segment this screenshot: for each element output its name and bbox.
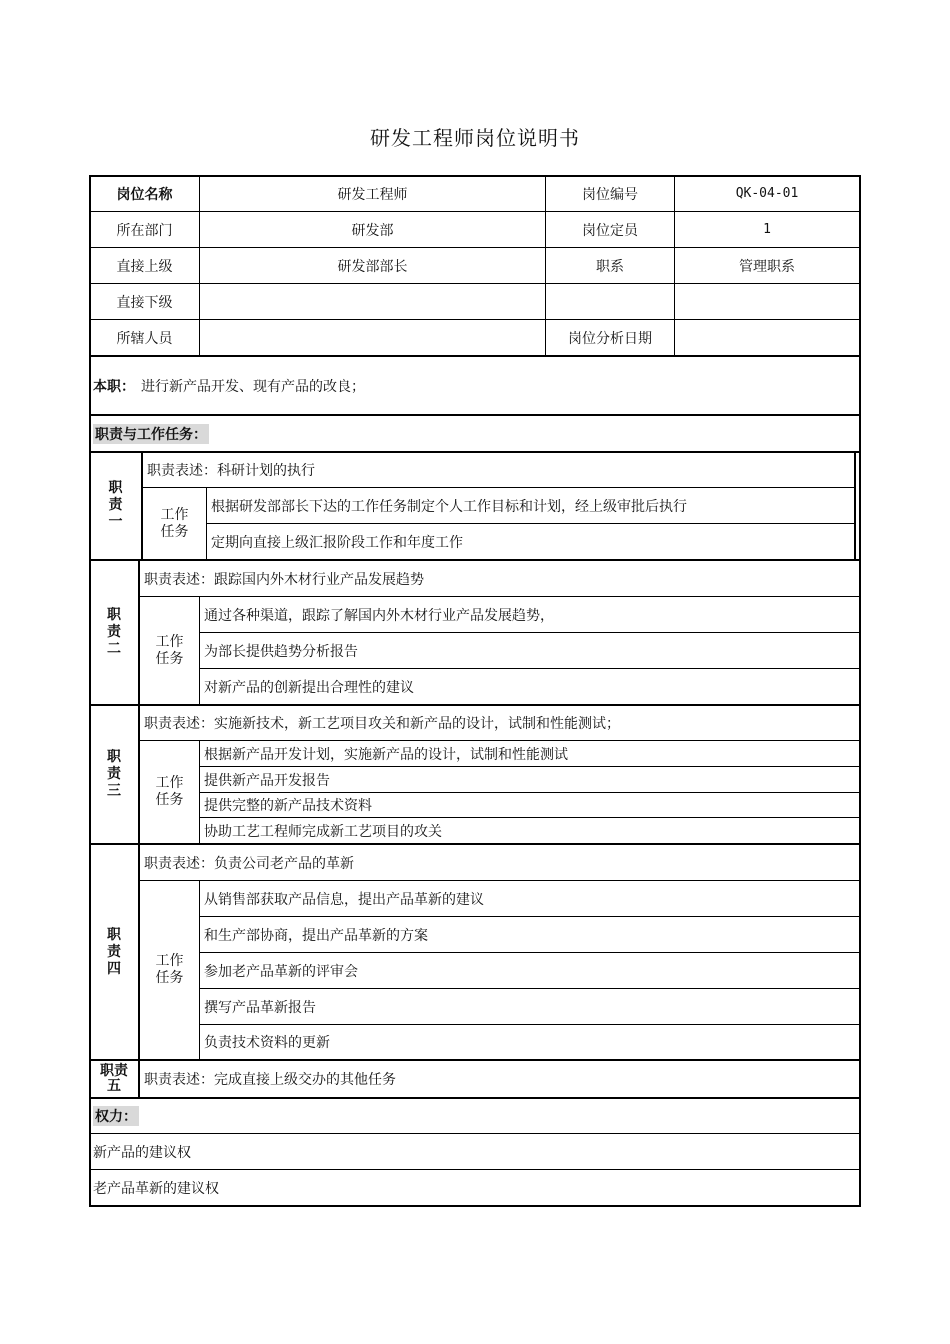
duty-2-task-label: 工作 任务 [155,633,184,667]
duty-4-task-1: 从销售部获取产品信息，提出产品革新的建议 [204,891,484,908]
position-code-value: QK-04-01 [735,186,799,201]
position-name-value: 研发工程师 [337,186,408,203]
duty-2-task-3: 对新产品的创新提出合理性的建议 [204,679,414,696]
analysis-date-label: 岗位分析日期 [568,330,652,347]
duty-3-task-2: 提供新产品开发报告 [204,772,330,789]
authority-header [90,1099,859,1133]
duty-5-description: 职责表述： 完成直接上级交办的其他任务 [144,1072,396,1088]
duty-1-label: 职 责 一 [108,480,123,530]
managed-staff-value [200,320,545,355]
subordinate-value [200,284,545,319]
authority-item-2: 老产品革新的建议权 [93,1180,219,1197]
headcount-label: 岗位定员 [582,222,638,239]
duty-4-task-5: 负责技术资料的更新 [204,1035,330,1051]
duty-1-description: 职责表述： 科研计划的执行 [147,462,315,479]
duty-1-task-label: 工作 任务 [160,506,189,540]
track-value: 管理职系 [739,258,795,275]
main-duty [90,357,859,414]
duty-2-task-1: 通过各种渠道，跟踪了解国内外木材行业产品发展趋势， [204,607,554,624]
duty-2-description: 职责表述： 跟踪国内外木材行业产品发展趋势 [144,571,424,588]
duties-header-label: 职责与工作任务： [93,424,209,444]
authority-item-1: 新产品的建议权 [93,1144,191,1161]
duty-3-label: 职 责 三 [107,749,121,799]
analysis-date-value [675,320,859,355]
duty-5-label: 职责 五 [100,1063,128,1094]
duty-3-task-3: 提供完整的新产品技术资料 [204,798,372,814]
managed-staff-label: 所辖人员 [116,330,173,347]
duty-4-description: 职责表述： 负责公司老产品的革新 [144,855,354,872]
duty-4-task-2: 和生产部协商，提出产品革新的方案 [204,927,428,944]
duty-3-task-4: 协助工艺工程师完成新工艺项目的攻关 [204,823,442,840]
page-title: 研发工程师岗位说明书 [370,126,580,150]
main-duty-text: 进行新产品开发、现有产品的改良； [141,378,365,395]
superior-value: 研发部部长 [337,258,408,275]
duties-header [90,416,859,451]
subordinate-label: 直接下级 [116,294,173,311]
main-duty-label: 本职： [93,378,135,395]
duty-1-task-2: 定期向直接上级汇报阶段工作和年度工作 [211,534,463,551]
duty-3-task-label: 工作 任务 [155,775,184,808]
superior-label: 直接上级 [116,258,173,275]
duty-4-label: 职 责 四 [107,926,121,977]
duty-2-task-2: 为部长提供趋势分析报告 [204,643,358,660]
position-name-label: 岗位名称 [116,186,173,203]
duty-3-task-1: 根据新产品开发计划，实施新产品的设计，试制和性能测试 [204,746,568,763]
headcount-value: 1 [763,222,771,237]
duty-1-task-1: 根据研发部部长下达的工作任务制定个人工作目标和计划，经上级审批后执行 [211,498,687,515]
track-label: 职系 [596,258,624,275]
duty-4-task-3: 参加老产品革新的评审会 [204,963,358,980]
position-code-label: 岗位编号 [582,186,638,203]
authority-header-label: 权力： [93,1106,139,1126]
duty-4-task-label: 工作 任务 [155,953,184,986]
duty-3-description: 职责表述： 实施新技术，新工艺项目攻关和新产品的设计，试制和性能测试； [144,716,620,732]
duty-4-task-4: 撰写产品革新报告 [204,999,316,1016]
department-value: 研发部 [351,222,394,239]
duty-2-label: 职 责 二 [107,607,121,657]
department-label: 所在部门 [116,222,173,239]
